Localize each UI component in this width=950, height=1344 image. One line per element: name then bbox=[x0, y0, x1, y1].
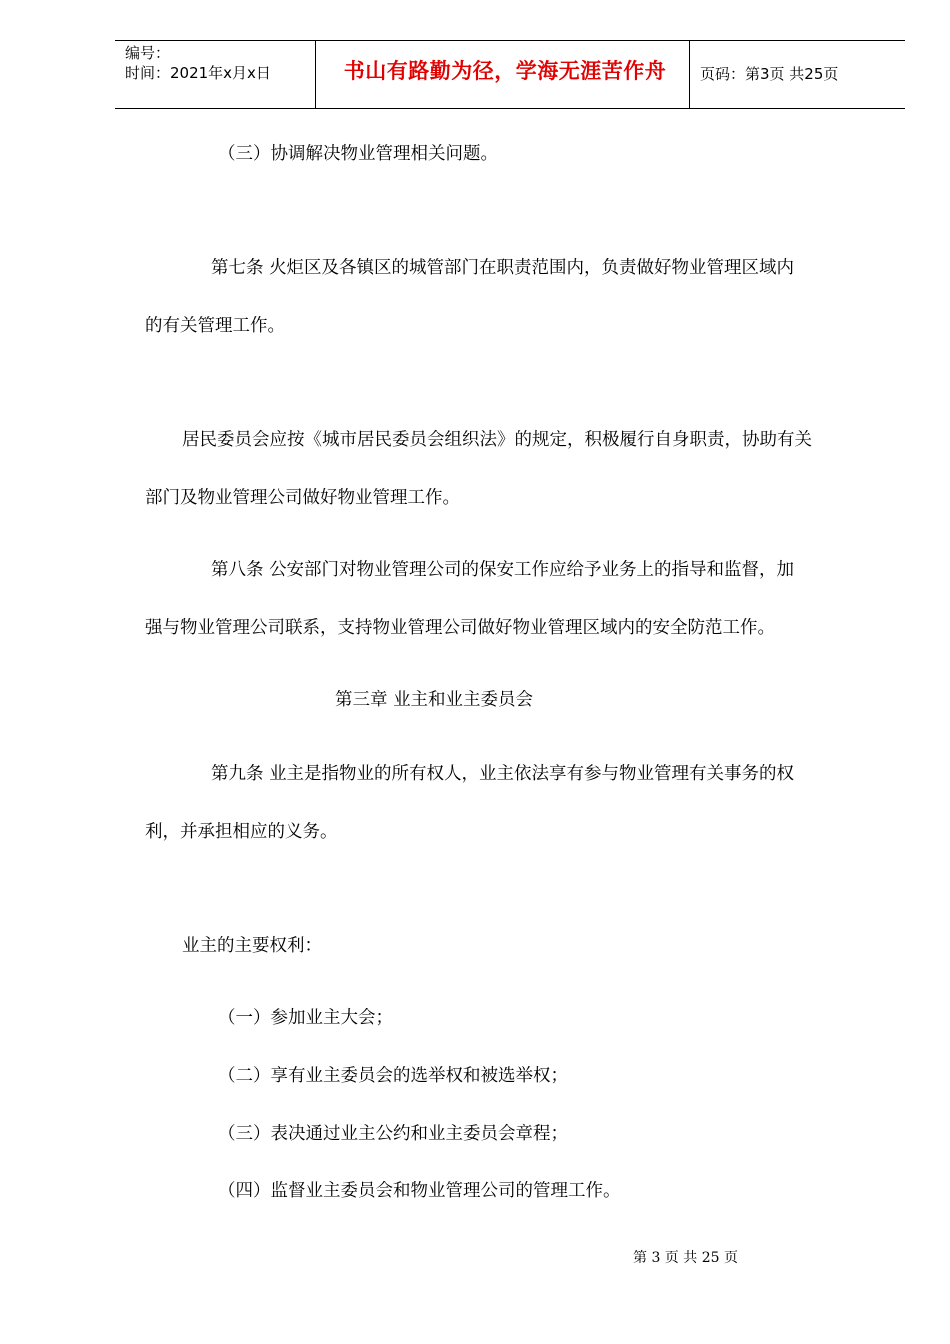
list-heading: 业主的主要权利： bbox=[182, 936, 322, 956]
article-9-line-1: 第九条 业主是指物业的所有权人，业主依法享有参与物业管理有关事务的权 bbox=[211, 764, 795, 784]
header-divider bbox=[315, 41, 316, 108]
doc-time-label: 时间：2021年x月x日 bbox=[125, 64, 271, 82]
chapter-heading: 第三章 业主和业主委员会 bbox=[335, 690, 534, 710]
article-8-line-1: 第八条 公安部门对物业管理公司的保安工作应给予业务上的指导和监督，加 bbox=[211, 560, 795, 580]
article-7-line-1: 第七条 火炬区及各镇区的城管部门在职责范围内，负责做好物业管理区域内 bbox=[211, 258, 795, 278]
document-header bbox=[115, 40, 905, 109]
paragraph-line: 居民委员会应按《城市居民委员会组织法》的规定，积极履行自身职责，协助有关 bbox=[182, 430, 812, 450]
doc-number-label: 编号： bbox=[125, 44, 171, 62]
header-page-info: 页码：第3页 共25页 bbox=[700, 65, 839, 83]
article-9-line-2: 利，并承担相应的义务。 bbox=[145, 822, 338, 842]
article-8-line-2: 强与物业管理公司联系，支持物业管理公司做好物业管理区域内的安全防范工作。 bbox=[145, 618, 775, 638]
header-meta bbox=[125, 43, 271, 83]
list-item: （一）参加业主大会； bbox=[218, 1008, 393, 1028]
header-motto: 书山有路勤为径，学海无涯苦作舟 bbox=[343, 59, 667, 83]
list-item: （三）表决通过业主公约和业主委员会章程； bbox=[218, 1124, 568, 1144]
header-divider bbox=[689, 41, 690, 108]
page-footer: 第 3 页 共 25 页 bbox=[633, 1250, 738, 1266]
paragraph-line: （三）协调解决物业管理相关问题。 bbox=[218, 144, 498, 164]
article-7-line-2: 的有关管理工作。 bbox=[145, 316, 285, 336]
list-item: （四）监督业主委员会和物业管理公司的管理工作。 bbox=[218, 1181, 621, 1201]
list-item: （二）享有业主委员会的选举权和被选举权； bbox=[218, 1066, 568, 1086]
paragraph-line: 部门及物业管理公司做好物业管理工作。 bbox=[145, 488, 460, 508]
